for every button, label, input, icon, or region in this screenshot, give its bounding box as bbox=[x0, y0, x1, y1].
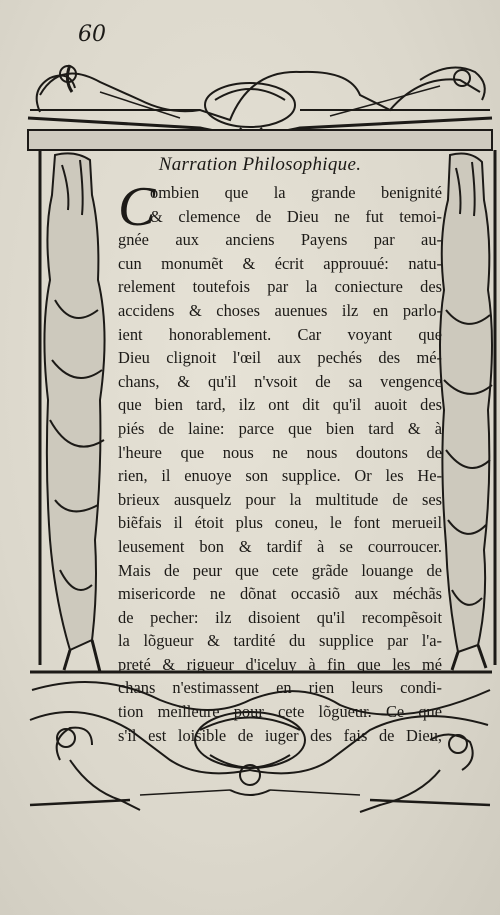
text-line: l'heure que nous ne nous doutons de bbox=[118, 442, 442, 462]
page-number: 60 bbox=[78, 22, 106, 47]
text-line: Dieu clignoit l'œil aux pechés des mé- bbox=[118, 348, 442, 368]
text-line: piés de laine: parce que bien tard & à bbox=[118, 418, 442, 438]
left-caryatid-figure bbox=[40, 150, 105, 672]
text-line: & clemence de Dieu ne fut temoi- bbox=[150, 206, 442, 226]
text-line: ient honorablement. Car voyant que bbox=[118, 324, 442, 344]
text-line: leusement bon & tardif à se courroucer. bbox=[118, 536, 442, 556]
text-line: biẽfais il étoit plus coneu, le font merueil bbox=[118, 513, 442, 533]
text-line: relement toutefois par la coniecture des bbox=[118, 277, 442, 297]
section-heading: Narration Philosophique. bbox=[158, 154, 362, 175]
text-line: gnée aux anciens Payens par au- bbox=[118, 230, 442, 250]
top-frieze-ornament bbox=[28, 65, 492, 134]
text-line: chans n'estimassent en rien leurs condi- bbox=[118, 678, 442, 698]
text-line: rien, il enuoye son supplice. Or les He- bbox=[118, 466, 442, 486]
drop-cap-initial: C bbox=[118, 176, 156, 238]
text-line: tion meilleure pour cete lõgueur. Ce que bbox=[118, 702, 442, 722]
text-line: preté & rigueur d'iceluy à fin que les mé bbox=[118, 654, 442, 674]
text-line: chans, & qu'il n'vsoit de sa vengence bbox=[118, 371, 442, 391]
text-line: brieux ausquelz pour la multitude de ses bbox=[118, 489, 442, 509]
text-line: Mais de peur que cete grãde louange de bbox=[118, 560, 442, 580]
text-line: de pecher: ilz disoient qu'il recompẽsoit bbox=[118, 607, 442, 627]
right-caryatid-figure bbox=[440, 150, 495, 670]
text-line: misericorde ne dõnat occasiõ aux méchãs bbox=[118, 584, 442, 604]
text-line: s'il est loisible de iuger des fais de Dieu, bbox=[118, 725, 442, 745]
text-line: ombien que la grande benignité bbox=[150, 183, 442, 202]
text-line: cun monumẽt & écrit approuué: natu- bbox=[118, 253, 442, 273]
body-text bbox=[118, 176, 442, 747]
text-line: accidens & choses auenues ilz en parlo- bbox=[118, 300, 442, 320]
text-line: la lõgueur & tardité du supplice par l'a- bbox=[118, 631, 442, 651]
text-line: que bien tard, ilz ont dit qu'il auoit des bbox=[118, 395, 442, 415]
